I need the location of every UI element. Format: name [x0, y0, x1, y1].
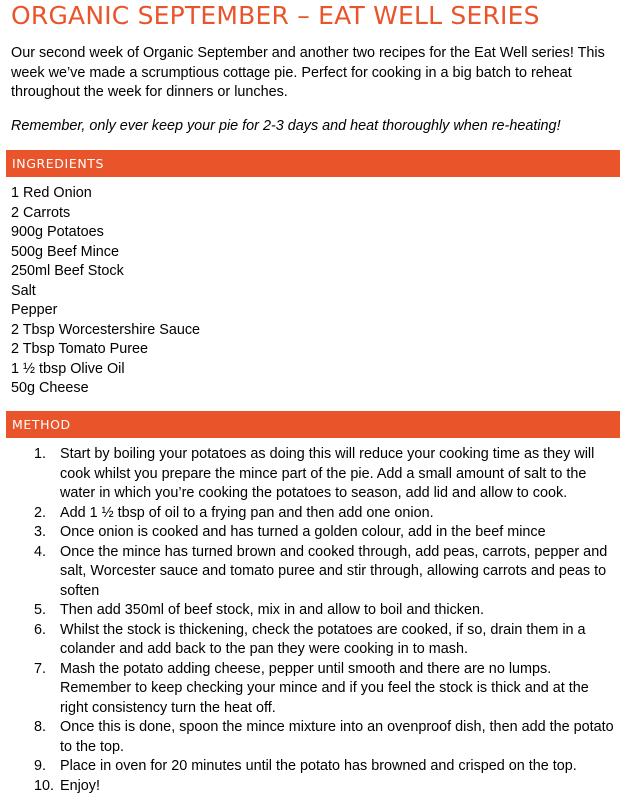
method-heading: METHOD [6, 411, 620, 438]
step-number: 8. [34, 719, 47, 735]
ingredients-heading: INGREDIENTS [6, 150, 620, 177]
method-step [0, 757, 615, 777]
ingredient-item: 500g Beef Mince [11, 243, 120, 260]
method-step [0, 601, 615, 621]
step-number: 2. [34, 504, 47, 521]
step-number: 4. [34, 543, 47, 560]
step-number: 9. [34, 758, 47, 774]
step-text: Once this is done, spoon the mince mixture into an ovenproof dish, then add the potato to the top. [60, 719, 614, 755]
ingredient-item: 2 Tbsp Tomato Puree [11, 341, 149, 357]
ingredient-item: 250ml Beef Stock [11, 263, 124, 279]
step-text: Start by boiling your potatoes as doing this will reduce your cooking time as they will cook whilst you prepare the mince part of the pie. Add a small amount of salt to the water in which you’re cooking the potatoes to season, add lid and allow to cook. [60, 446, 595, 501]
ingredient-item: 2 Carrots [11, 204, 71, 221]
method-list [0, 445, 615, 796]
step-number: 5. [34, 602, 47, 618]
ingredients-list [11, 184, 200, 399]
step-number: 7. [34, 660, 47, 677]
ingredient-item: 50g Cheese [11, 380, 89, 396]
step-number: 3. [34, 524, 47, 540]
method-step [0, 621, 615, 660]
step-text: Once onion is cooked and has turned a golden colour, add in the beef mince [60, 524, 546, 540]
intro-paragraph: Our second week of Organic September and another two recipes for the Eat Well series! This week we’ve made a scrumptious cottage pie. Perfect for cooking in a big batch to reheat throughout the week for dinners or lunches. [11, 45, 605, 100]
step-text: Whilst the stock is thickening, check the potatoes are cooked, if so, drain them in a colander and add back to the pan they were cooking in to mash. [60, 621, 586, 657]
method-step [0, 504, 615, 524]
step-text: Enjoy! [60, 777, 100, 794]
ingredient-item: 1 Red Onion [11, 185, 92, 201]
ingredient-item: Salt [11, 282, 36, 299]
ingredient-item: 900g Potatoes [11, 224, 104, 240]
step-text: Place in oven for 20 minutes until the potato has browned and crisped on the top. [60, 758, 577, 774]
method-step [0, 777, 615, 797]
storage-note: Remember, only ever keep your pie for 2-3 days and heat thoroughly when re-heating! [11, 118, 561, 134]
step-number: 10. [34, 777, 55, 794]
ingredient-item: 2 Tbsp Worcestershire Sauce [11, 321, 201, 338]
method-step [0, 718, 615, 757]
step-number: 1. [34, 446, 47, 462]
ingredient-item: Pepper [11, 302, 58, 318]
method-step [0, 445, 615, 504]
step-text: Once the mince has turned brown and cooked through, add peas, carrots, pepper and salt, Worcester sauce and tomato puree and stir through, allowing carrots and peas to soften [60, 543, 608, 599]
method-step [0, 660, 615, 719]
step-text: Then add 350ml of beef stock, mix in and allow to boil and thicken. [60, 602, 484, 618]
page-title: ORGANIC SEPTEMBER – EAT WELL SERIES [11, 1, 540, 30]
ingredient-item: 1 ½ tbsp Olive Oil [11, 360, 125, 377]
method-step [0, 543, 615, 602]
step-text: Mash the potato adding cheese, pepper until smooth and there are no lumps. Remember to keep checking your mince and if you feel the stock is thick and at the right consistency turn the heat off. [60, 660, 589, 716]
method-step [0, 523, 615, 543]
step-number: 6. [34, 621, 47, 638]
step-text: Add 1 ½ tbsp of oil to a frying pan and then add one onion. [60, 504, 434, 521]
